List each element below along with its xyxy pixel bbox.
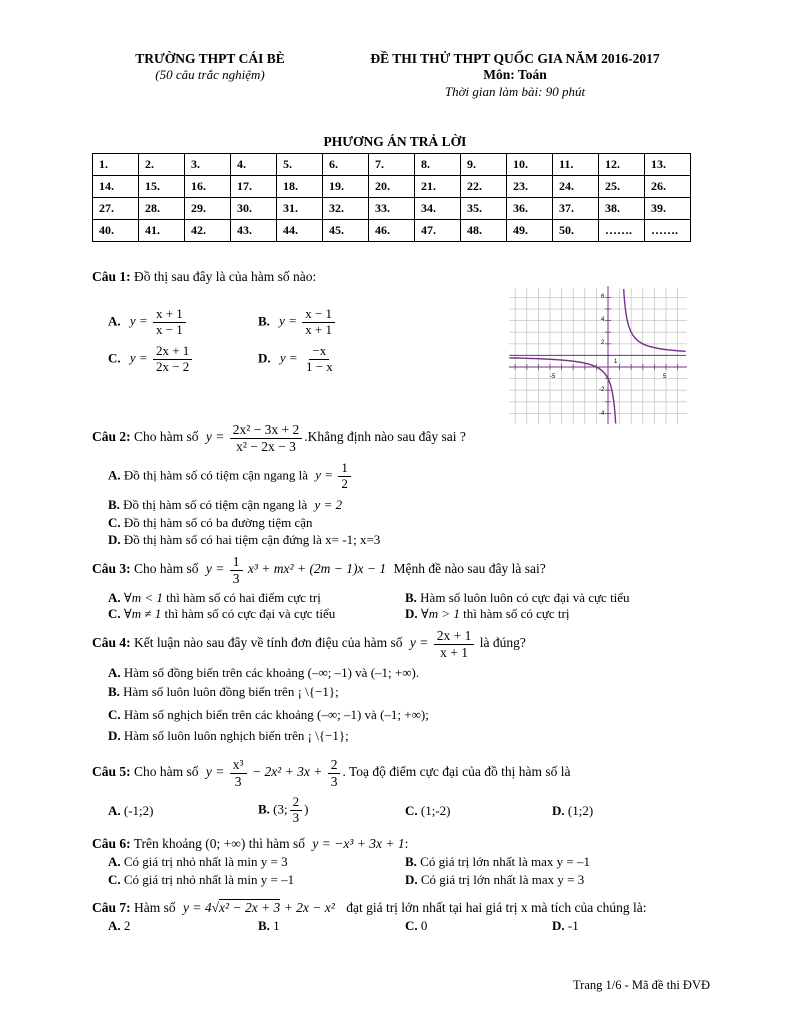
- question-label: Câu 5:: [92, 764, 131, 780]
- q4-option-c[interactable]: [108, 707, 429, 723]
- answer-cell[interactable]: 32.: [323, 198, 369, 220]
- option-text: Hàm số luôn luôn có cực đại và cực tiểu: [420, 590, 630, 605]
- option-key: C.: [108, 872, 121, 887]
- option-text: ): [304, 801, 309, 817]
- question-4: [92, 628, 526, 660]
- numerator: 2x² − 3x + 2: [230, 422, 303, 439]
- option-text: Đồ thị hàm số có tiệm cận ngang là: [123, 497, 308, 512]
- option-key: C.: [108, 707, 121, 722]
- answer-cell[interactable]: 25.: [599, 176, 645, 198]
- denominator: x + 1: [440, 644, 468, 660]
- y-tick-label: -2: [599, 387, 605, 393]
- question-text: Kết luận nào sau đây về tính đơn điệu của hàm số: [134, 635, 403, 651]
- answer-cell[interactable]: 4.: [231, 154, 277, 176]
- q1-option-c[interactable]: [108, 344, 194, 375]
- answer-cell[interactable]: 27.: [93, 198, 139, 220]
- option-key: B.: [258, 801, 270, 817]
- answer-sheet-title: PHƯƠNG ÁN TRẢ LỜI: [323, 134, 467, 149]
- q5-option-c[interactable]: [405, 803, 451, 819]
- option-key: D.: [108, 532, 121, 547]
- answer-cell[interactable]: 38.: [599, 198, 645, 220]
- denominator: 3: [232, 570, 240, 586]
- question-text: Hàm số: [134, 900, 176, 915]
- answer-cell[interactable]: 34.: [415, 198, 461, 220]
- answer-cell[interactable]: 5.: [277, 154, 323, 176]
- option-text: (1;-2): [420, 803, 451, 818]
- option-text: Có giá trị lớn nhất là max y = 3: [420, 872, 585, 887]
- option-key: B.: [405, 590, 417, 605]
- math-expr: y = −x³ + 3x + 1: [312, 836, 405, 851]
- page-footer: Trang 1/6 - Mã đề thi ĐVĐ: [572, 978, 710, 992]
- math-expr: x³ + mx² + (2m − 1)x − 1: [247, 561, 387, 577]
- school-note: (50 câu trắc nghiệm): [155, 67, 265, 82]
- question-text: Mệnh đề nào sau đây là sai?: [393, 561, 546, 577]
- q6-option-d[interactable]: [405, 872, 584, 888]
- question-3: [92, 554, 546, 586]
- math-expr: ∀m < 1: [123, 590, 163, 605]
- denominator: 1 − x: [305, 358, 333, 374]
- q4-option-a[interactable]: [108, 665, 419, 681]
- option-text: Đồ thị hàm số có ba đường tiệm cận: [123, 515, 313, 530]
- question-text: đạt giá trị lớn nhất tại hai giá trị x mà tích của chúng là:: [346, 900, 647, 915]
- math-y: y =: [279, 313, 297, 329]
- question-text: là đúng?: [479, 635, 526, 651]
- numerator: 2x + 1: [434, 628, 475, 645]
- option-key: C.: [108, 515, 121, 530]
- question-text: Cho hàm số: [134, 764, 199, 780]
- numerator: x − 1: [302, 307, 335, 323]
- question-text: Đồ thị sau đây là của hàm số nào:: [134, 269, 317, 284]
- option-text: (1;2): [567, 803, 594, 818]
- question-label: Câu 4:: [92, 635, 131, 651]
- answer-cell[interactable]: 1.: [93, 154, 139, 176]
- numerator: 1: [338, 461, 351, 477]
- option-key: C.: [108, 606, 121, 621]
- answer-cell[interactable]: 44.: [277, 220, 323, 242]
- option-text: Có giá trị nhỏ nhất là min y = 3: [123, 854, 288, 869]
- q5-option-b[interactable]: [258, 795, 308, 826]
- question-text: .Khẳng định nào sau đây sai ?: [304, 429, 466, 445]
- question-text: :: [404, 836, 409, 851]
- option-text: Hàm số luôn luôn nghịch biến trên ¡ \{−1};: [123, 728, 349, 743]
- answer-cell[interactable]: 45.: [323, 220, 369, 242]
- answer-row: [93, 176, 691, 198]
- y-tick-label: 4: [601, 317, 605, 323]
- answer-row: [93, 154, 691, 176]
- option-key: D.: [258, 350, 271, 366]
- option-text: Đồ thị hàm số có tiệm cận ngang là: [123, 467, 309, 483]
- denominator: 3: [234, 773, 242, 789]
- denominator: x − 1: [155, 321, 183, 337]
- option-text: (3;: [273, 801, 288, 817]
- answer-cell[interactable]: 48.: [461, 220, 507, 242]
- q2-option-a[interactable]: [108, 461, 353, 492]
- option-key: B.: [405, 854, 417, 869]
- math-expr: y = 4: [183, 900, 212, 915]
- q2-option-b[interactable]: [108, 497, 342, 513]
- question-text: Trên khoảng (0; +∞) thì hàm số: [133, 836, 306, 851]
- answer-cell[interactable]: 17.: [231, 176, 277, 198]
- question-1: [92, 269, 316, 285]
- answer-cell[interactable]: 33.: [369, 198, 415, 220]
- option-text: -1: [567, 918, 579, 933]
- q1-option-a[interactable]: [108, 307, 188, 338]
- numerator: x + 1: [153, 307, 186, 323]
- answer-cell[interactable]: 18.: [277, 176, 323, 198]
- q6-option-b[interactable]: [405, 854, 590, 870]
- answer-cell[interactable]: 22.: [461, 176, 507, 198]
- answer-cell[interactable]: 23.: [507, 176, 553, 198]
- answer-cell[interactable]: 10.: [507, 154, 553, 176]
- q2-option-c[interactable]: [108, 515, 313, 531]
- denominator: x² − 2x − 3: [236, 438, 296, 454]
- answer-cell[interactable]: 35.: [461, 198, 507, 220]
- math-expr: y = 2: [314, 497, 343, 512]
- numerator: 2: [328, 757, 341, 774]
- answer-cell[interactable]: 46.: [369, 220, 415, 242]
- question-label: Câu 3:: [92, 561, 131, 577]
- answer-cell[interactable]: 15.: [139, 176, 185, 198]
- answer-cell[interactable]: 49.: [507, 220, 553, 242]
- function-graph: [505, 286, 695, 426]
- option-text: Hàm số đồng biến trên các khoảng (–∞; –1) và (–1; +∞).: [123, 665, 420, 680]
- q6-option-c[interactable]: [108, 872, 294, 888]
- question-text: Cho hàm số: [134, 429, 199, 445]
- q4-option-b[interactable]: [108, 684, 339, 700]
- answer-row: [93, 198, 691, 220]
- answer-cell[interactable]: 24.: [553, 176, 599, 198]
- math-y: y =: [129, 313, 148, 329]
- question-label: Câu 2:: [92, 429, 131, 445]
- question-label: Câu 1:: [92, 269, 131, 284]
- math-y: y =: [205, 764, 225, 780]
- option-key: A.: [108, 854, 121, 869]
- answer-cell[interactable]: 37.: [553, 198, 599, 220]
- option-key: A.: [108, 313, 121, 329]
- option-key: D.: [405, 606, 418, 621]
- answer-cell[interactable]: 20.: [369, 176, 415, 198]
- q3-option-b[interactable]: [405, 590, 630, 606]
- option-text: thì hàm số có hai điểm cực trị: [166, 590, 321, 605]
- q1-option-b[interactable]: [258, 307, 337, 338]
- option-key: C.: [405, 803, 418, 818]
- answer-cell[interactable]: 36.: [507, 198, 553, 220]
- option-key: D.: [552, 918, 565, 933]
- exam-title: ĐỀ THI THỬ THPT QUỐC GIA NĂM 2016-2017: [370, 51, 660, 66]
- y-tick-label: 2: [601, 340, 605, 346]
- q7-option-d[interactable]: [552, 918, 579, 934]
- option-text: Hàm số luôn luôn đồng biến trên ¡ \{−1};: [123, 684, 339, 699]
- option-key: A.: [108, 803, 121, 818]
- answer-cell[interactable]: 26.: [645, 176, 691, 198]
- x-tick-label: -5: [550, 374, 556, 380]
- q3-option-c[interactable]: [108, 606, 335, 622]
- answer-cell[interactable]: 6.: [323, 154, 369, 176]
- answer-cell[interactable]: 31.: [277, 198, 323, 220]
- answer-cell[interactable]: 3.: [185, 154, 231, 176]
- q3-option-d[interactable]: [405, 606, 569, 622]
- option-key: B.: [108, 497, 120, 512]
- exam-subject: Môn: Toán: [483, 67, 547, 82]
- option-key: A.: [108, 918, 121, 933]
- numerator: 2: [290, 795, 303, 811]
- option-key: D.: [552, 803, 565, 818]
- answer-cell[interactable]: 42.: [185, 220, 231, 242]
- option-key: A.: [108, 665, 121, 680]
- option-key: C.: [108, 350, 121, 366]
- answer-cell[interactable]: 13.: [645, 154, 691, 176]
- q7-option-a[interactable]: [108, 918, 130, 934]
- option-text: 0: [420, 918, 428, 933]
- answer-cell[interactable]: 29.: [185, 198, 231, 220]
- denominator: 2x − 2: [155, 358, 190, 374]
- answer-cell[interactable]: 47.: [415, 220, 461, 242]
- answer-cell[interactable]: 12.: [599, 154, 645, 176]
- question-label: Câu 7:: [92, 900, 131, 915]
- answer-cell[interactable]: 11.: [553, 154, 599, 176]
- q2-option-d[interactable]: [108, 532, 380, 548]
- answer-row: [93, 220, 691, 242]
- q5-option-d[interactable]: [552, 803, 593, 819]
- answer-cell[interactable]: 43.: [231, 220, 277, 242]
- answer-cell[interactable]: 16.: [185, 176, 231, 198]
- option-text: thì hàm số có cực trị: [463, 606, 570, 621]
- answer-cell[interactable]: 41.: [139, 220, 185, 242]
- math-y: y =: [129, 350, 148, 366]
- option-text: Có giá trị lớn nhất là max y = –1: [420, 854, 590, 869]
- answer-cell[interactable]: 14.: [93, 176, 139, 198]
- math-expr: − 2x² + 3x +: [251, 764, 323, 780]
- origin-tick-label: 1: [614, 359, 618, 365]
- question-7: [92, 900, 647, 916]
- denominator: 3: [292, 809, 300, 825]
- question-6: [92, 836, 408, 852]
- option-text: (-1;2): [123, 803, 154, 818]
- answer-cell[interactable]: 30.: [231, 198, 277, 220]
- answer-cell[interactable]: 8.: [415, 154, 461, 176]
- math-y: y =: [205, 561, 225, 577]
- math-expr: ∀m > 1: [420, 606, 460, 621]
- q3-option-a[interactable]: [108, 590, 321, 606]
- answer-cell[interactable]: …….: [599, 220, 645, 242]
- option-key: D.: [108, 728, 121, 743]
- answer-cell[interactable]: 50.: [553, 220, 599, 242]
- answer-cell[interactable]: 19.: [323, 176, 369, 198]
- denominator: 2: [341, 475, 348, 491]
- answer-cell[interactable]: …….: [645, 220, 691, 242]
- answer-cell[interactable]: 40.: [93, 220, 139, 242]
- option-key: B.: [258, 918, 270, 933]
- math-radicand: x² − 2x + 3: [219, 900, 281, 915]
- answer-cell[interactable]: 28.: [139, 198, 185, 220]
- question-2: [92, 422, 466, 454]
- option-key: A.: [108, 590, 121, 605]
- math-y: y =: [315, 467, 334, 483]
- option-key: C.: [405, 918, 418, 933]
- q6-option-a[interactable]: [108, 854, 288, 870]
- option-text: 1: [273, 918, 280, 933]
- math-y: y =: [409, 635, 429, 651]
- q1-option-d[interactable]: [258, 344, 338, 375]
- y-tick-label: -4: [599, 411, 605, 417]
- denominator: 3: [330, 773, 338, 789]
- y-tick-label: 6: [601, 294, 605, 300]
- question-5: [92, 757, 571, 789]
- q5-option-a[interactable]: [108, 803, 154, 819]
- question-text: Cho hàm số: [134, 561, 199, 577]
- numerator: x³: [230, 757, 247, 774]
- answer-cell[interactable]: 9.: [461, 154, 507, 176]
- denominator: x + 1: [305, 321, 333, 337]
- answer-cell[interactable]: 21.: [415, 176, 461, 198]
- math-y: y =: [279, 350, 298, 366]
- option-key: A.: [108, 467, 121, 483]
- answer-cell[interactable]: 7.: [369, 154, 415, 176]
- exam-time: Thời gian làm bài: 90 phút: [444, 84, 586, 99]
- numerator: 1: [230, 554, 243, 571]
- option-key: B.: [108, 684, 120, 699]
- q7-option-b[interactable]: [258, 918, 280, 934]
- option-text: Hàm số nghịch biến trên các khoảng (–∞; –1) và (–1; +∞);: [123, 707, 429, 722]
- option-key: B.: [258, 313, 270, 329]
- answer-grid: [92, 153, 691, 242]
- question-text: . Toạ độ điểm cực đại của đồ thị hàm số là: [342, 764, 571, 780]
- option-text: Có giá trị nhỏ nhất là min y = –1: [123, 872, 295, 887]
- math-expr: + 2x − x²: [283, 900, 335, 915]
- x-tick-label: 5: [663, 374, 667, 380]
- answer-cell[interactable]: 39.: [645, 198, 691, 220]
- numerator: −x: [309, 344, 329, 360]
- sqrt-icon: √: [211, 900, 220, 915]
- q7-option-c[interactable]: [405, 918, 427, 934]
- answer-cell[interactable]: 2.: [139, 154, 185, 176]
- math-expr: ∀m ≠ 1: [123, 606, 162, 621]
- option-key: D.: [405, 872, 418, 887]
- option-text: thì hàm số có cực đại và cực tiểu: [164, 606, 336, 621]
- school-name: TRƯỜNG THPT CÁI BÈ: [135, 51, 285, 66]
- option-text: 2: [123, 918, 131, 933]
- q4-option-d[interactable]: [108, 728, 349, 744]
- math-y: y =: [205, 429, 225, 445]
- option-text: Đồ thị hàm số có hai tiệm cận đứng là x= -1; x=3: [123, 532, 381, 547]
- numerator: 2x + 1: [153, 344, 192, 360]
- question-label: Câu 6:: [92, 836, 131, 851]
